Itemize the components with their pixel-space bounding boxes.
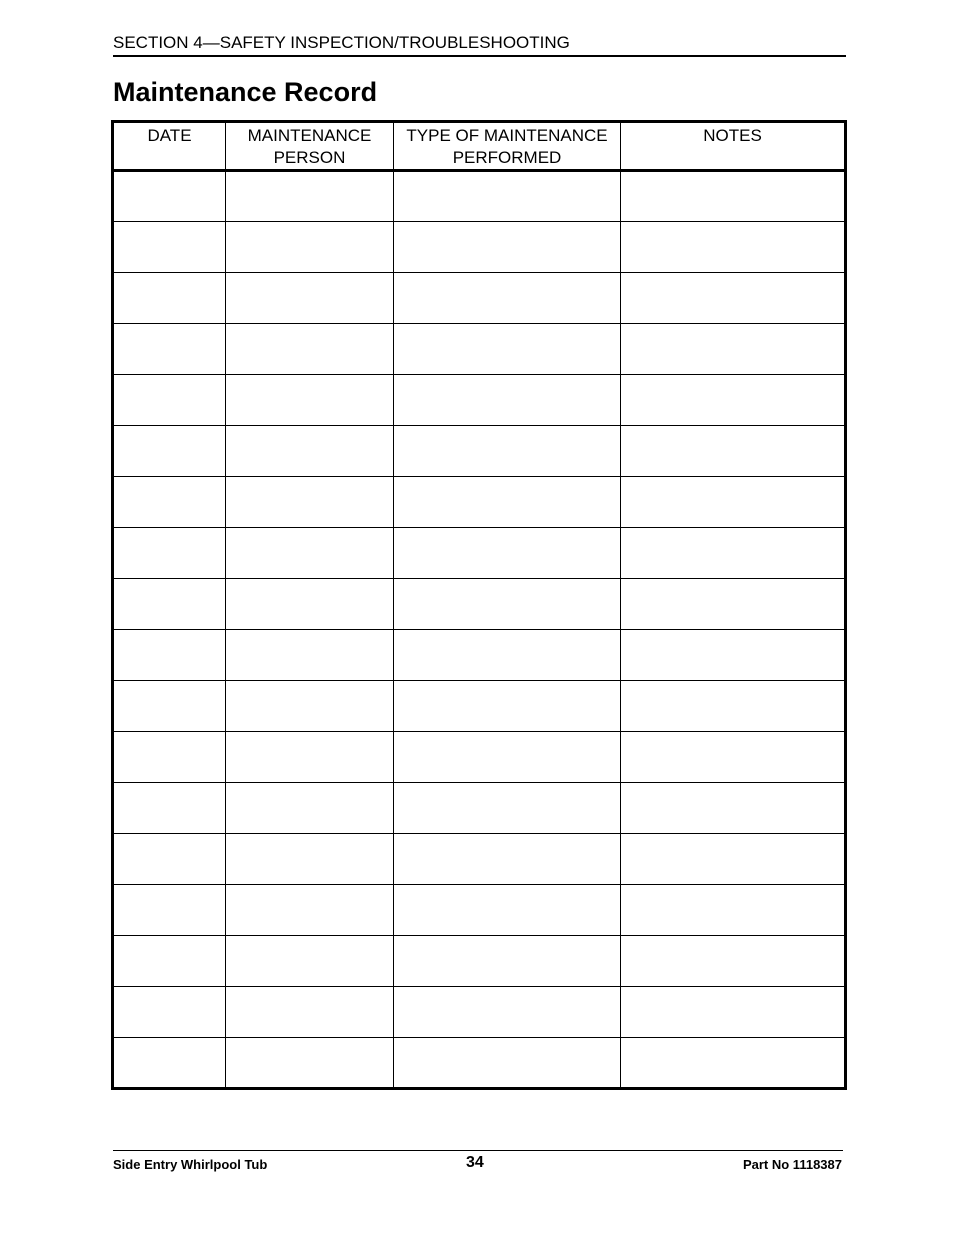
- table-cell: [113, 732, 226, 783]
- table-cell: [394, 171, 621, 222]
- table-cell: [113, 579, 226, 630]
- table-row: [113, 375, 846, 426]
- table-cell: [226, 273, 394, 324]
- table-cell: [113, 834, 226, 885]
- table-cell: [226, 987, 394, 1038]
- table-cell: [394, 936, 621, 987]
- table-row: [113, 426, 846, 477]
- table-cell: [394, 834, 621, 885]
- table-cell: [113, 324, 226, 375]
- footer-part-number: Part No 1118387: [742, 1157, 842, 1172]
- table-cell: [394, 222, 621, 273]
- table-cell: [113, 222, 226, 273]
- table-cell: [226, 834, 394, 885]
- page-number: 34: [466, 1154, 484, 1171]
- table-cell: [226, 324, 394, 375]
- column-header-type-of-maintenance: TYPE OF MAINTENANCE PERFORMED: [394, 122, 621, 171]
- table-cell: [394, 528, 621, 579]
- table-cell: [226, 426, 394, 477]
- table-cell: [113, 375, 226, 426]
- table-cell: [226, 885, 394, 936]
- column-header-notes: NOTES: [621, 122, 846, 171]
- table-cell: [621, 834, 846, 885]
- table-row: [113, 477, 846, 528]
- table-row: [113, 987, 846, 1038]
- table-row: [113, 579, 846, 630]
- table-row: [113, 732, 846, 783]
- table-cell: [226, 681, 394, 732]
- header-rule: [113, 55, 846, 57]
- table-cell: [621, 477, 846, 528]
- table-row: [113, 681, 846, 732]
- table-cell: [226, 630, 394, 681]
- table-cell: [621, 426, 846, 477]
- table-cell: [394, 987, 621, 1038]
- table-cell: [113, 681, 226, 732]
- table-row: [113, 528, 846, 579]
- table-cell: [394, 273, 621, 324]
- table-row: [113, 630, 846, 681]
- table-cell: [394, 783, 621, 834]
- table-cell: [113, 936, 226, 987]
- table-cell: [394, 732, 621, 783]
- table-cell: [621, 936, 846, 987]
- table-cell: [394, 630, 621, 681]
- table-row: [113, 273, 846, 324]
- table-row: [113, 783, 846, 834]
- table-body: [113, 171, 846, 1089]
- table-cell: [621, 987, 846, 1038]
- table-cell: [113, 477, 226, 528]
- table-cell: [113, 630, 226, 681]
- table-cell: [621, 783, 846, 834]
- table-cell: [621, 885, 846, 936]
- table-cell: [113, 783, 226, 834]
- footer-product-name: Side Entry Whirlpool Tub: [113, 1157, 268, 1172]
- table-cell: [226, 936, 394, 987]
- table-cell: [621, 630, 846, 681]
- table-cell: [226, 528, 394, 579]
- table-cell: [394, 681, 621, 732]
- table-cell: [621, 171, 846, 222]
- table-cell: [621, 324, 846, 375]
- table-cell: [621, 1038, 846, 1089]
- column-header-maintenance-person: MAINTENANCE PERSON: [226, 122, 394, 171]
- table-cell: [394, 426, 621, 477]
- table-cell: [621, 375, 846, 426]
- table-cell: [621, 579, 846, 630]
- table-row: [113, 885, 846, 936]
- table-cell: [394, 324, 621, 375]
- column-header-date: DATE: [113, 122, 226, 171]
- table-cell: [226, 579, 394, 630]
- table-cell: [394, 477, 621, 528]
- table-row: [113, 1038, 846, 1089]
- table-cell: [226, 732, 394, 783]
- table-row: [113, 834, 846, 885]
- table-row: [113, 171, 846, 222]
- table-cell: [113, 528, 226, 579]
- table-cell: [394, 1038, 621, 1089]
- table-cell: [226, 477, 394, 528]
- table-cell: [621, 222, 846, 273]
- table-cell: [226, 171, 394, 222]
- table-cell: [226, 375, 394, 426]
- table-cell: [113, 1038, 226, 1089]
- table-cell: [113, 885, 226, 936]
- table-cell: [113, 987, 226, 1038]
- footer-rule: [113, 1150, 843, 1151]
- table-cell: [113, 171, 226, 222]
- table-row: [113, 936, 846, 987]
- table-row: [113, 324, 846, 375]
- table-cell: [226, 783, 394, 834]
- section-header: SECTION 4—SAFETY INSPECTION/TROUBLESHOOTING: [113, 33, 570, 52]
- table-cell: [621, 528, 846, 579]
- table-cell: [226, 222, 394, 273]
- table-cell: [226, 1038, 394, 1089]
- table-cell: [394, 375, 621, 426]
- page-title: Maintenance Record: [113, 77, 378, 107]
- table-cell: [113, 426, 226, 477]
- table-cell: [113, 273, 226, 324]
- table-cell: [621, 681, 846, 732]
- maintenance-record-table: [111, 120, 847, 1090]
- table-cell: [621, 732, 846, 783]
- table-header-row: [113, 122, 846, 171]
- table-cell: [394, 579, 621, 630]
- table-cell: [621, 273, 846, 324]
- table-cell: [394, 885, 621, 936]
- table-row: [113, 222, 846, 273]
